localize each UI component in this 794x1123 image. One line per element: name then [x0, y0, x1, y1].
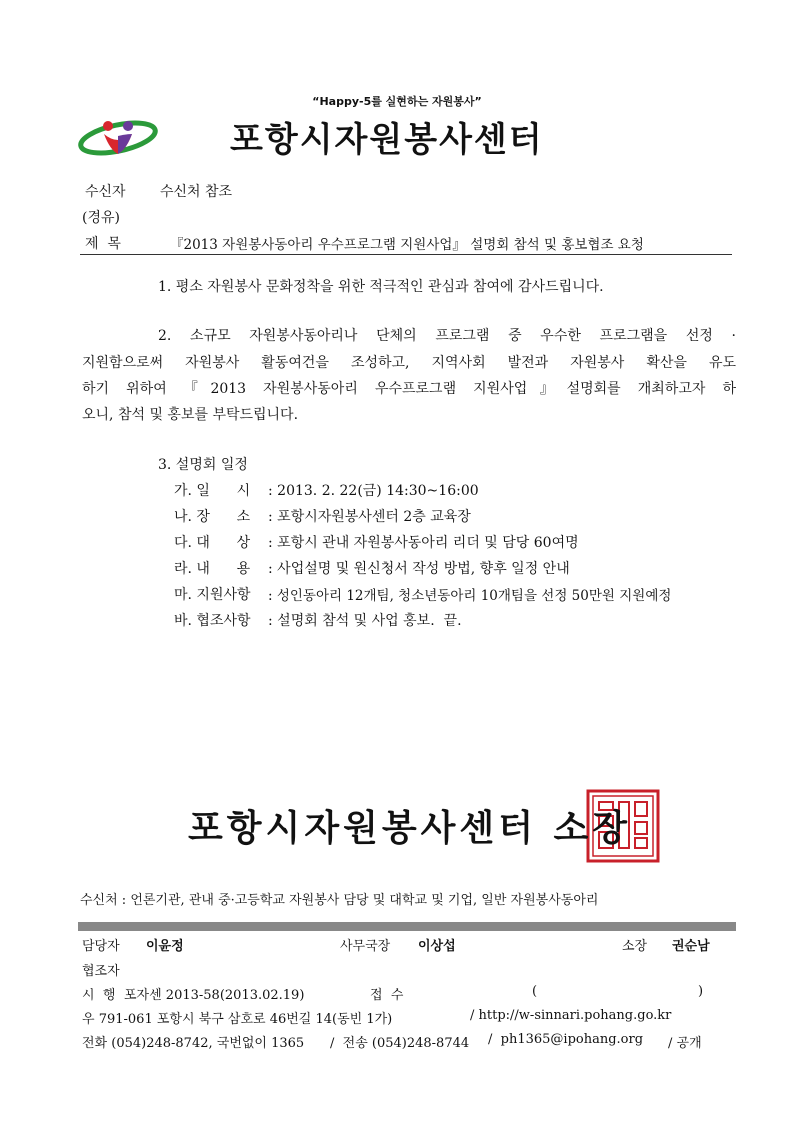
staff-name: 이윤정 — [146, 939, 184, 954]
schedule-value-place: : 포항시자원봉사센터 2층 교육장 — [268, 509, 471, 525]
schedule-label-cooperation: 바. 협조사항 — [174, 613, 251, 629]
paragraph-2-line-1: 2. 소규모 자원봉사동아리나 단체의 프로그램 중 우수한 프로그램을 선정 · — [158, 328, 736, 344]
cooperator-label: 협조자 — [82, 964, 120, 979]
director-name: 이상섭 — [418, 939, 456, 954]
slogan: “Happy-5를 실현하는 자원봉사” — [312, 95, 482, 108]
fax: / 전송 (054)248-8744 — [330, 1036, 470, 1051]
schedule-label-target: 다. 대 상 — [174, 535, 251, 551]
receive-close-paren: ) — [698, 984, 704, 999]
footer-divider — [78, 922, 736, 931]
paragraph-1: 1. 평소 자원봉사 문화정착을 위한 적극적인 관심과 참여에 감사드립니다. — [158, 279, 604, 295]
staff-label: 담당자 — [82, 939, 120, 954]
paragraph-2-line-4: 오니, 참석 및 홍보를 부탁드립니다. — [82, 407, 299, 423]
signature-title: 포항시자원봉사센터 소장 — [188, 807, 632, 849]
receive-label: 접 수 — [370, 988, 404, 1003]
schedule-title: 3. 설명회 일정 — [158, 457, 248, 473]
schedule-label-content: 라. 내 용 — [174, 561, 251, 577]
schedule-label-place: 나. 장 소 — [174, 509, 251, 525]
head-label: 소장 — [622, 939, 648, 954]
phone: 전화 (054)248-8742, 국번없이 1365 — [82, 1036, 305, 1051]
recipient-label: 수신자 — [85, 184, 126, 200]
website-link[interactable]: / http://w-sinnari.pohang.go.kr — [470, 1008, 672, 1023]
schedule-label-date: 가. 일 시 — [174, 483, 251, 499]
schedule-value-content: : 사업설명 및 원신청서 작성 방법, 향후 일정 안내 — [268, 561, 570, 577]
paragraph-2-line-2: 지원함으로써 자원봉사 활동여건을 조성하고, 지역사회 발전과 자원봉사 확산을 유도 — [82, 355, 736, 371]
enforce-value: 포자센 2013-58(2013.02.19) — [124, 988, 305, 1003]
schedule-value-cooperation: : 설명회 참석 및 사업 홍보. 끝. — [268, 613, 462, 629]
head-name: 권순남 — [672, 939, 710, 954]
schedule-value-support: : 성인동아리 12개팀, 청소년동아리 10개팀을 선정 50만원 지원예정 — [268, 588, 672, 604]
logo-icon — [78, 112, 158, 160]
subject-label: 제 목 — [85, 236, 121, 252]
enforce-label: 시 행 — [82, 988, 116, 1003]
subject-divider — [80, 254, 732, 255]
disclosure-status: / 공개 — [668, 1036, 702, 1051]
address: 우 791-061 포항시 북구 삼호로 46번길 14(동빈 1가) — [82, 1012, 393, 1027]
subject-value: 『2013 자원봉사동아리 우수프로그램 지원사업』 설명회 참석 및 홍보협조 요청 — [170, 237, 644, 253]
schedule-value-date: : 2013. 2. 22(금) 14:30~16:00 — [268, 483, 479, 499]
schedule-label-support: 마. 지원사항 — [174, 587, 251, 603]
director-label: 사무국장 — [340, 939, 391, 954]
recipient-value: 수신처 참조 — [160, 184, 233, 200]
paragraph-2-line-3: 하기 위하여 『2013 자원봉사동아리 우수프로그램 지원사업』설명회를 개최하고자 하 — [82, 381, 736, 397]
email-link[interactable]: / ph1365@ipohang.org — [488, 1032, 644, 1047]
organization-title: 포항시자원봉사센터 — [230, 120, 544, 160]
via-label: (경유) — [82, 210, 120, 226]
schedule-value-target: : 포항시 관내 자원봉사동아리 리더 및 담당 60여명 — [268, 535, 579, 551]
receive-open-paren: ( — [532, 984, 538, 999]
distribution-list: 수신처 : 언론기관, 관내 중·고등학교 자원봉사 담당 및 대학교 및 기업, 일반 자원봉사동아리 — [80, 893, 599, 908]
